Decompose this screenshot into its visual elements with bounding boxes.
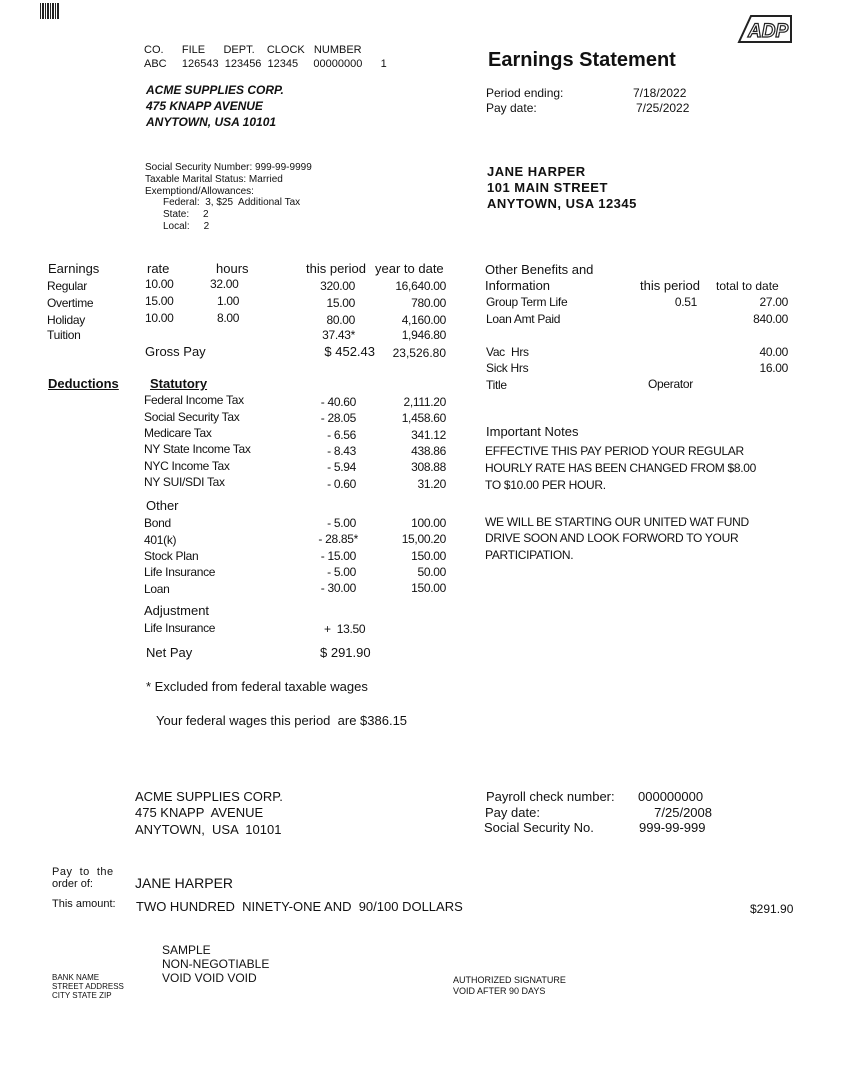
adjustment-label: Adjustment [144, 603, 210, 618]
other-deductions-label: Other [146, 498, 179, 513]
vac-hours-label: Vac Hrs [486, 345, 529, 359]
void-non-negotiable: NON-NEGOTIABLE [162, 957, 270, 971]
employee-city: ANYTOWN, USA 12345 [487, 196, 637, 211]
adjustment-value: + 13.50 [324, 622, 366, 636]
employee-street: 101 MAIN STREET [487, 180, 608, 195]
company-name: ACME SUPPLIES CORP. [146, 83, 284, 97]
benefits-subtitle: Information [485, 278, 551, 293]
earnings-row-name: Holiday [47, 313, 85, 327]
earnings-row-name: Tuition [47, 328, 81, 342]
gross-pay-period: $ 452.43 [324, 344, 375, 359]
net-pay-label: Net Pay [146, 645, 193, 660]
net-pay-value: $ 291.90 [320, 645, 371, 660]
other-deduction-ytd: 150.00 [411, 581, 446, 595]
statutory-deduction-name: NY State Income Tax [144, 442, 251, 456]
earnings-row-hours: 8.00 [217, 311, 240, 325]
statutory-deduction-period: - 8.43 [327, 444, 356, 458]
other-deduction-period: - 15.00 [320, 549, 356, 563]
benefit-total: 27.00 [759, 295, 788, 309]
other-deduction-ytd: 150.00 [411, 549, 446, 563]
benefit-total: 840.00 [753, 312, 788, 326]
statutory-deduction-name: Medicare Tax [144, 426, 212, 440]
company-street: 475 KNAPP AVENUE [146, 99, 263, 113]
statutory-deduction-ytd: 31.20 [417, 477, 446, 491]
note-line: EFFECTIVE THIS PAY PERIOD YOUR REGULAR [485, 444, 744, 458]
federal-wages-note: Your federal wages this period are $386.15 [156, 713, 408, 728]
statutory-deduction-period: - 5.94 [327, 460, 356, 474]
this-period-header: this period [306, 261, 366, 276]
earnings-row-rate: 15.00 [145, 294, 174, 308]
benefits-period-header: this period [640, 278, 700, 293]
adjustment-name: Life Insurance [144, 621, 216, 635]
check-ssn-value: 999-99-999 [639, 820, 706, 835]
federal-exemptions: Federal: 3, $25 Additional Tax [163, 197, 301, 208]
ytd-header: year to date [375, 261, 444, 276]
earnings-row-ytd: 1,946.80 [401, 328, 446, 342]
void-sample: SAMPLE [162, 943, 211, 957]
other-deduction-period: - 5.00 [327, 516, 356, 530]
deductions-label: Deductions [48, 376, 119, 391]
marital-status-line: Taxable Marital Status: Married [145, 174, 283, 185]
other-deduction-name: Stock Plan [144, 549, 199, 563]
statutory-deduction-ytd: 341.12 [411, 428, 446, 442]
earnings-row-period: 37.43* [322, 328, 355, 342]
rate-header: rate [147, 261, 170, 276]
check-pay-date-label: Pay date: [485, 805, 540, 820]
other-deduction-name: Bond [144, 516, 171, 530]
earnings-row-name: Overtime [47, 296, 94, 310]
local-exemptions: Local: 2 [163, 221, 210, 232]
company-code-values: ABC 126543 123456 12345 00000000 1 [144, 58, 387, 70]
title-label: Title [486, 378, 507, 392]
earnings-row-ytd: 780.00 [411, 296, 446, 310]
other-deduction-ytd: 15,00.20 [401, 532, 446, 546]
check-pay-date-value: 7/25/2008 [654, 805, 712, 820]
other-deduction-period: - 30.00 [320, 581, 356, 595]
statutory-deduction-ytd: 438.86 [411, 444, 446, 458]
check-number-value: 000000000 [638, 789, 704, 804]
authorized-signature: AUTHORIZED SIGNATURE [453, 975, 566, 985]
notes-heading: Important Notes [486, 424, 579, 439]
benefit-period: 0.51 [674, 295, 697, 309]
statutory-deduction-name: Federal Income Tax [144, 393, 244, 407]
bank-street: STREET ADDRESS [52, 982, 124, 991]
statutory-deduction-period: - 6.56 [327, 428, 356, 442]
check-company-city: ANYTOWN, USA 10101 [135, 822, 282, 837]
statutory-deduction-period: - 40.60 [320, 395, 356, 409]
note-line: PARTICIPATION. [485, 548, 574, 562]
state-exemptions: State: 2 [163, 209, 209, 220]
pay-date-value: 7/25/2022 [636, 101, 690, 115]
other-deduction-period: - 5.00 [327, 565, 356, 579]
gross-pay-ytd: 23,526.80 [392, 346, 446, 360]
earnings-row-period: 80.00 [326, 313, 355, 327]
check-ssn-label: Social Security No. [484, 820, 594, 835]
order-of-label: order of: [52, 878, 93, 890]
title-value: Operator [648, 377, 693, 391]
sick-hours-label: Sick Hrs [486, 361, 529, 375]
note-line: DRIVE SOON AND LOOK FORWORD TO YOUR [485, 531, 739, 545]
hours-header: hours [216, 261, 249, 276]
other-deduction-period: - 28.85* [318, 532, 358, 546]
note-line: TO $10.00 PER HOUR. [485, 478, 606, 492]
statement-title: Earnings Statement [488, 49, 676, 71]
statutory-label: Statutory [150, 376, 208, 391]
earnings-row-rate: 10.00 [145, 277, 174, 291]
note-line: HOURLY RATE HAS BEEN CHANGED FROM $8.00 [485, 461, 757, 475]
earnings-row-ytd: 4,160.00 [401, 313, 446, 327]
company-city: ANYTOWN, USA 10101 [146, 115, 277, 129]
other-deduction-name: Life Insurance [144, 565, 216, 579]
note-line: WE WILL BE STARTING OUR UNITED WAT FUND [485, 515, 749, 529]
earnings-row-name: Regular [47, 279, 87, 293]
other-deduction-name: Loan [144, 582, 170, 596]
statutory-deduction-period: - 0.60 [327, 477, 356, 491]
amount-in-words: TWO HUNDRED NINETY-ONE AND 90/100 DOLLARS [136, 899, 463, 914]
adp-logo-text: ADP [748, 21, 789, 42]
statutory-deduction-ytd: 2,111.20 [403, 395, 446, 409]
other-deduction-name: 401(k) [144, 533, 177, 547]
statutory-deduction-name: NY SUI/SDI Tax [144, 475, 225, 489]
vac-hours-value: 40.00 [759, 345, 788, 359]
earnings-row-period: 15.00 [326, 296, 355, 310]
check-company-street: 475 KNAPP AVENUE [135, 805, 264, 820]
void-after: VOID AFTER 90 DAYS [453, 986, 546, 996]
other-deduction-ytd: 100.00 [411, 516, 446, 530]
footnote: * Excluded from federal taxable wages [146, 679, 368, 694]
employee-name: JANE HARPER [487, 164, 586, 179]
earnings-row-rate: 10.00 [145, 311, 174, 325]
benefits-total-header: total to date [716, 279, 779, 293]
earnings-row-hours: 32.00 [210, 277, 239, 291]
pay-to-label: Pay to the [52, 866, 114, 878]
statutory-deduction-period: - 28.05 [320, 411, 356, 425]
earnings-header: Earnings [48, 261, 100, 276]
void-void: VOID VOID VOID [162, 971, 257, 985]
statutory-deduction-ytd: 1,458.60 [401, 411, 446, 425]
payee-name: JANE HARPER [135, 875, 234, 891]
statutory-deduction-ytd: 308.88 [411, 460, 446, 474]
ssn-line: Social Security Number: 999-99-9999 [145, 162, 312, 173]
period-ending-label: Period ending: [486, 86, 564, 100]
company-code-labels: CO. FILE DEPT. CLOCK NUMBER [144, 44, 362, 56]
period-ending-value: 7/18/2022 [633, 86, 687, 100]
sick-hours-value: 16.00 [759, 361, 788, 375]
adp-logo-icon [737, 14, 793, 44]
benefit-name: Group Term Life [486, 295, 568, 309]
check-amount: $291.90 [750, 902, 794, 916]
statutory-deduction-name: NYC Income Tax [144, 459, 230, 473]
check-company-name: ACME SUPPLIES CORP. [135, 789, 283, 804]
gross-pay-label: Gross Pay [145, 344, 206, 359]
benefits-title: Other Benefits and [485, 262, 594, 277]
earnings-row-ytd: 16,640.00 [395, 279, 446, 293]
barcode-icon [40, 3, 60, 19]
earnings-row-hours: 1.00 [217, 294, 240, 308]
earnings-row-period: 320.00 [320, 279, 355, 293]
exemptions-line: Exemptiond/Allowances: [145, 186, 254, 197]
statutory-deduction-name: Social Security Tax [144, 410, 240, 424]
pay-date-label: Pay date: [486, 101, 537, 115]
amount-label: This amount: [52, 898, 116, 910]
bank-name: BANK NAME [52, 973, 100, 982]
benefit-name: Loan Amt Paid [486, 312, 561, 326]
bank-city: CITY STATE ZIP [52, 991, 112, 1000]
check-number-label: Payroll check number: [486, 789, 615, 804]
other-deduction-ytd: 50.00 [417, 565, 446, 579]
